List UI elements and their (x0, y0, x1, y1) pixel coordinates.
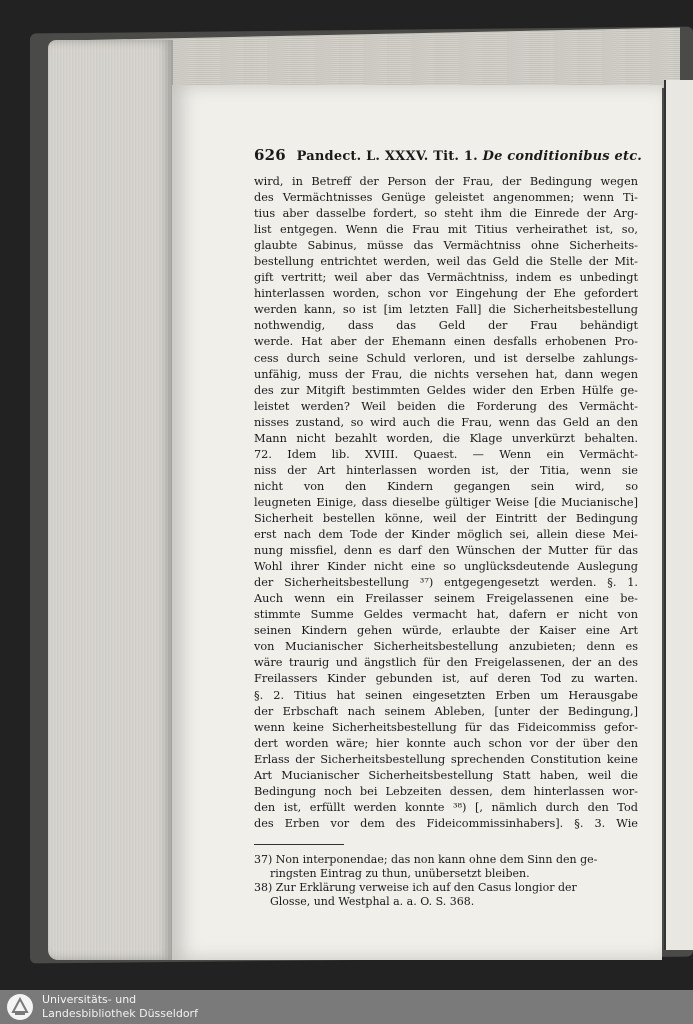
text-line: list entgegen. Wenn die Frau mit Titius verheirathet ist, so, (254, 223, 638, 237)
running-head (254, 146, 643, 164)
text-line: des Erben vor dem des Fideicommissinhabers]. §. 3. Wie (254, 816, 638, 830)
text-line: Auch wenn ein Freilasser seinem Freigelassenen eine be- (254, 592, 638, 606)
text-line: nothwendig, dass das Geld der Frau behändigt (254, 319, 638, 333)
facing-page-edge (664, 80, 693, 950)
text-line: Erlass der Sicherheitsbestellung sprechenden Constitution keine (254, 752, 638, 766)
library-logo-icon (6, 993, 34, 1021)
text-line: niss der Art hinterlassen worden ist, der Titia, wenn sie (254, 463, 638, 477)
text-line: cess durch seine Schuld verloren, und ist derselbe zahlungs- (254, 351, 638, 365)
body-text (254, 174, 638, 832)
text-line: von Mucianischer Sicherheitsbestellung anzubieten; denn es (254, 640, 638, 654)
text-line: Sicherheit bestellen könne, weil der Eintritt der Bedingung (254, 511, 638, 525)
text-line: Bedingung noch bei Lebzeiten dessen, dem hinterlassen wor- (254, 784, 638, 798)
library-footer (0, 990, 693, 1024)
footnotes (254, 853, 638, 909)
text-line: Wohl ihrer Kinder nicht eine so unglücksdeutende Auslegung (254, 560, 638, 574)
text-line: nicht von den Kindern gegangen sein wird, so (254, 479, 638, 493)
text-line: nung missfiel, denn es darf den Wünschen der Mutter für das (254, 544, 638, 558)
text-line: unfähig, muss der Frau, die nichts versehen hat, dann wegen (254, 367, 638, 381)
text-line: tius aber dasselbe fordert, so steht ihm die Einrede der Arg- (254, 207, 638, 221)
text-line: der Sicherheitsbestellung ³⁷) entgegengesetzt werden. §. 1. (254, 576, 638, 590)
text-line: gift vertritt; weil aber das Vermächtniss, indem es unbedingt (254, 271, 638, 285)
text-line: 72. Idem lib. XVIII. Quaest. — Wenn ein Vermächt- (254, 447, 638, 461)
footnote-line: 37) Non interponendae; das non kann ohne dem Sinn den ge- (254, 852, 598, 866)
text-line: §. 2. Titius hat seinen eingesetzten Erben um Herausgabe (254, 688, 638, 702)
text-line: des zur Mitgift bestimmten Geldes wider den Erben Hülfe ge- (254, 383, 638, 397)
text-line: dert worden wäre; hier konnte auch schon vor der über den (254, 736, 638, 750)
text-line: nisses zustand, so wird auch die Frau, wenn das Geld an den (254, 415, 638, 429)
page-content (254, 146, 643, 909)
text-line: erst nach dem Tode der Kinder möglich sei, allein diese Mei- (254, 528, 638, 542)
text-line: seinen Kindern gehen würde, erlaubte der Kaiser eine Art (254, 624, 638, 638)
text-line: Freilassers Kinder gebunden ist, auf deren Tod zu warten. (254, 672, 638, 686)
library-name-line1: Universitäts- und (42, 993, 137, 1006)
text-line: bestellung entrichtet werden, weil das Geld die Stelle der Mit- (254, 255, 638, 269)
text-line: wird, in Betreff der Person der Frau, der Bedingung wegen (254, 175, 638, 188)
text-line: Mann nicht bezahlt worden, die Klage unverkürzt behalten. (254, 431, 638, 445)
page-side-edges (48, 40, 173, 960)
text-line: werde. Hat aber der Ehemann einen desfalls erhobenen Pro- (254, 335, 638, 349)
footnote-line: 38) Zur Erklärung verweise ich auf den Casus longior der (254, 880, 577, 894)
text-line: leistet werden? Weil beiden die Forderung des Vermächt- (254, 399, 638, 413)
text-line: wenn keine Sicherheitsbestellung für das Fideicommiss gefor- (254, 720, 638, 734)
page-number: 626 (254, 146, 286, 164)
text-line: hinterlassen worden, schon vor Eingehung der Ehe gefordert (254, 287, 638, 301)
text-line: glaubte Sabinus, müsse das Vermächtniss ohne Sicherheits- (254, 239, 638, 253)
text-line: den ist, erfüllt werden konnte ³⁸) [, nämlich durch den Tod (254, 800, 638, 814)
text-line: der Erbschaft nach seinem Ableben, [unter der Bedingung,] (254, 704, 638, 718)
running-title-italic: De conditionibus etc. (482, 149, 643, 164)
text-line: werden kann, so ist [im letzten Fall] die Sicherheitsbestellung (254, 303, 638, 317)
text-line: leugneten Einige, dass dieselbe gültiger Weise [die Mucianische] (254, 495, 638, 509)
footnote-line: Glosse, und Westphal a. a. O. S. 368. (270, 894, 475, 908)
footnote-rule (254, 844, 344, 845)
footnote-line: ringsten Eintrag zu thun, unübersetzt bleiben. (270, 866, 530, 880)
library-name-line2: Landesbibliothek Düsseldorf (42, 1007, 198, 1020)
text-line: wäre traurig und ängstlich für den Freigelassenen, der an des (254, 656, 638, 670)
text-line: stimmte Summe Geldes vermacht hat, dafern er nicht von (254, 608, 638, 622)
running-title: Pandect. L. XXXV. Tit. 1. (296, 149, 478, 164)
text-line: des Vermächtnisses Genüge geleistet angenommen; wenn Ti- (254, 191, 638, 205)
text-line: Art Mucianischer Sicherheitsbestellung Statt haben, weil die (254, 768, 638, 782)
library-name (42, 993, 198, 1021)
